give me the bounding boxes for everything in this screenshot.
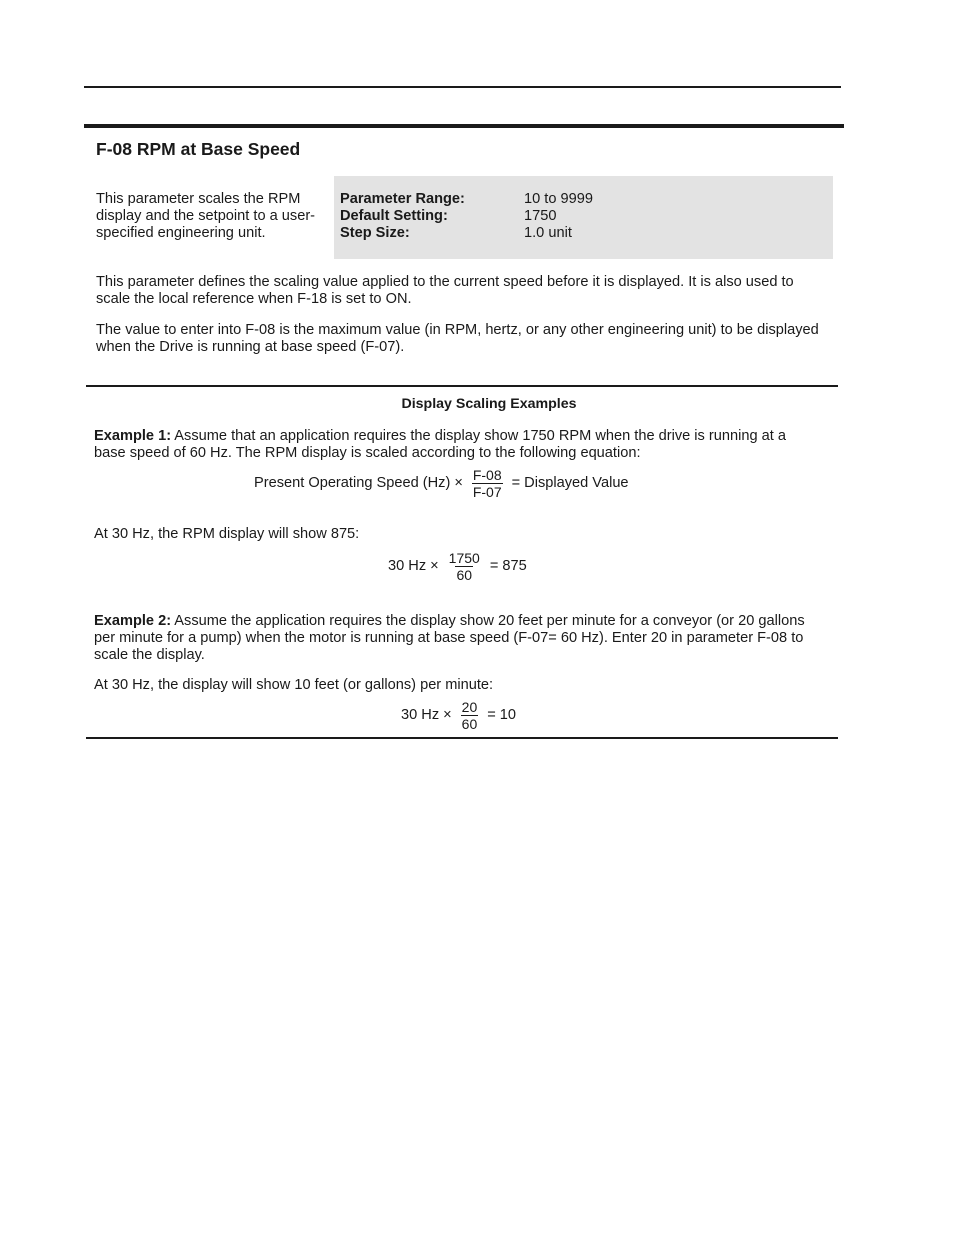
example-1-label: Example 1:: [94, 428, 172, 444]
equals-symbol: =: [489, 558, 499, 574]
equals-symbol: =: [487, 707, 496, 723]
equation-example-2-lhs: 30 Hz: [401, 707, 440, 723]
multiply-symbol: ×: [454, 475, 463, 491]
equation-general-lhs: Present Operating Speed (Hz): [254, 475, 451, 491]
equals-symbol: =: [511, 475, 521, 491]
section-title: F-08 RPM at Base Speed: [96, 139, 301, 159]
description-paragraph-1: This parameter defines the scaling value applied to the current speed before it is displayed. It is also used to scale the local reference when F-18 is set to ON.: [96, 274, 794, 307]
fraction-numerator: F-08: [472, 467, 502, 483]
equation-general-fraction: [472, 467, 503, 500]
equation-example-2-rhs: 10: [499, 707, 516, 723]
fraction-numerator: 1750: [448, 550, 480, 566]
default-setting-label: Default Setting:: [340, 208, 448, 224]
examples-bottom-rule: [86, 737, 838, 739]
equation-example-1: [388, 550, 527, 583]
equation-example-1-rhs: 875: [502, 558, 527, 574]
equation-example-2-fraction: [461, 699, 479, 732]
example-1-text: [94, 428, 814, 462]
equation-example-1-lhs: 30 Hz: [388, 558, 427, 574]
header-rule: [84, 86, 841, 88]
example-1-body: Assume that an application requires the display show 1750 RPM when the drive is running at a base speed of 60 Hz. The RPM display is scaled according to the following equation:: [94, 428, 786, 461]
example-2-text: [94, 613, 814, 664]
examples-top-rule: [86, 385, 838, 387]
fraction-denominator: 60: [461, 716, 478, 732]
multiply-symbol: ×: [430, 558, 439, 574]
step-size-value: 1.0 unit: [524, 225, 572, 241]
section-rule: [84, 124, 844, 128]
description-paragraph-2: The value to enter into F-08 is the maximum value (in RPM, hertz, or any other engineering unit) to be displayed when the Drive is running at base speed (F-07).: [96, 322, 819, 355]
example-2-label: Example 2:: [94, 613, 172, 629]
parameter-box: [334, 176, 833, 259]
parameter-range-label: Parameter Range:: [340, 191, 465, 207]
equation-general: [254, 467, 629, 500]
equation-general-rhs: Displayed Value: [524, 475, 629, 491]
multiply-symbol: ×: [443, 707, 452, 723]
equation-example-2: [401, 699, 516, 732]
example-2-body: Assume the application requires the display show 20 feet per minute for a conveyor (or 20 gallons per minute for a pump) when the motor is running at base speed (F-07= 60 Hz). Enter 20 in parameter F-08 to scale the display.: [94, 613, 805, 663]
equation-example-1-fraction: [448, 550, 481, 583]
example-1-note: At 30 Hz, the RPM display will show 875:: [94, 526, 360, 542]
step-size-label: Step Size:: [340, 225, 410, 241]
fraction-denominator: F-07: [472, 484, 502, 500]
example-2-note: At 30 Hz, the display will show 10 feet (or gallons) per minute:: [94, 677, 494, 693]
parameter-range-value: 10 to 9999: [524, 191, 593, 207]
parameter-intro: This parameter scales the RPM display and the setpoint to a user-specified engineering unit.: [96, 191, 316, 241]
fraction-numerator: 20: [461, 699, 478, 715]
default-setting-value: 1750: [524, 208, 557, 224]
examples-heading: Display Scaling Examples: [401, 396, 577, 412]
fraction-denominator: 60: [456, 567, 473, 583]
